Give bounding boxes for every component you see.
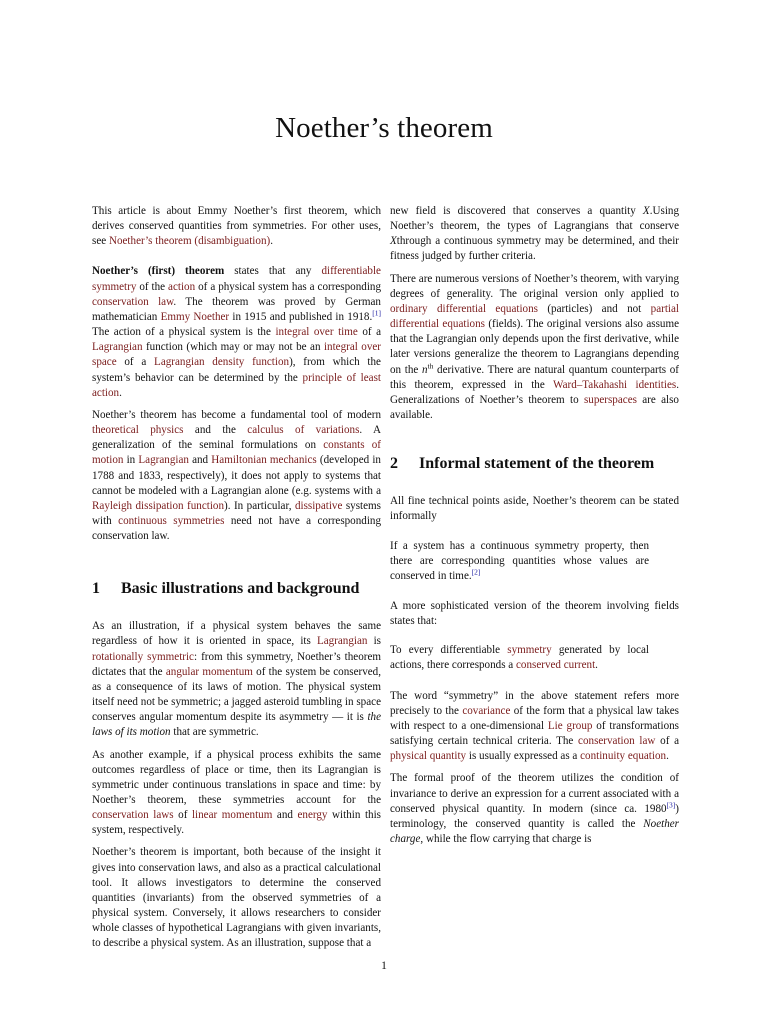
text-span: and bbox=[638, 235, 659, 248]
text-span: a bbox=[435, 235, 444, 248]
text-span: of the system be conserved, as a consequence of its laws of motion. The physical system itself need not be symmetric; a jagged asteroid tumbling in space conserves angular momentum despite its asymmetry — it is bbox=[92, 665, 381, 724]
text-span: are also available. bbox=[390, 393, 679, 422]
reference-link[interactable]: [3] bbox=[666, 800, 676, 809]
text-span: : from this symmetry, Noether’s theorem dictates that the bbox=[92, 650, 381, 678]
link-physical-quantity[interactable]: physical quantity bbox=[390, 750, 467, 763]
link-rayleigh-dissipation[interactable]: Rayleigh dissipation function bbox=[92, 499, 225, 512]
link-lagrangian[interactable]: Lagrangian bbox=[92, 341, 143, 354]
text-span: (fields). The original versions also assume that the Lagrangian only depends upon the first derivative, while later versions generalize the theorem to Lagrangians depending on the bbox=[390, 318, 679, 376]
text-span: within this system, respectively. bbox=[92, 809, 381, 837]
link-lie-group[interactable]: Lie group bbox=[547, 719, 593, 732]
text-span: in bbox=[123, 454, 139, 467]
text-span: and the bbox=[183, 424, 248, 437]
emphasis: the laws of its motion bbox=[92, 711, 381, 739]
text-span: function (which may or may not be an bbox=[142, 341, 324, 354]
link-dissipative[interactable]: dissipative bbox=[294, 499, 343, 512]
text-span: ), from which the system’s behavior can be determined by the bbox=[92, 356, 381, 384]
text-span: To every differentiable bbox=[390, 644, 508, 657]
section-1-paragraph-3 bbox=[92, 845, 381, 951]
text-span: Using bbox=[652, 205, 679, 217]
link-lagrangian-density[interactable]: Lagrangian density function bbox=[154, 356, 290, 369]
text-span: (particles) and not bbox=[537, 302, 651, 315]
text-span: . bbox=[649, 205, 653, 217]
text-span: continuous bbox=[444, 235, 497, 248]
blockquote-2 bbox=[390, 643, 649, 673]
link-emmy-noether[interactable]: Emmy Noether bbox=[160, 310, 230, 323]
text-span: A more sophisticated version of the theorem involving fields states that: bbox=[390, 599, 679, 628]
text-span: Lagrangians bbox=[554, 220, 616, 233]
text-span: (developed in 1788 and 1833, respectively), it does not apply to systems that cannot be modeled with a Lagrangian alone (e.g. systems with a bbox=[92, 454, 381, 497]
text-span: The word “symmetry” in the above statement refers more precisely to the bbox=[390, 689, 679, 717]
page-title: Noether’s theorem bbox=[275, 112, 493, 144]
text-span: of a physical system has a corresponding bbox=[195, 280, 381, 293]
reference-2[interactable] bbox=[472, 567, 481, 576]
text-span: generated by local actions, there corresponds a bbox=[390, 644, 649, 672]
link-continuous-symmetries[interactable]: continuous symmetries bbox=[118, 514, 225, 527]
text-span: . The theorem was proved by German mathematician bbox=[92, 295, 381, 323]
page-number: 1 bbox=[381, 960, 387, 972]
text-span: . bbox=[595, 659, 598, 672]
section-1-paragraph-2 bbox=[92, 748, 381, 839]
text-span: states that any bbox=[224, 265, 322, 278]
text-span: by bbox=[454, 250, 469, 263]
text-span: , while the flow carrying that charge is bbox=[420, 833, 592, 845]
section-1-paragraph-4 bbox=[390, 272, 679, 424]
link-calculus-of-variations[interactable]: calculus of variations bbox=[247, 424, 360, 437]
hatnote-end: . bbox=[270, 235, 273, 248]
text-span: types bbox=[507, 220, 538, 233]
text-span: If a system has a continuous symmetry property, then there are corresponding quantities whose values are conserved in time. bbox=[390, 539, 649, 582]
text-span: of the form that a physical law takes with respect to a one-dimensional bbox=[390, 704, 680, 732]
text-span: of bbox=[537, 220, 555, 233]
section-2-paragraph-4 bbox=[390, 771, 679, 847]
link-energy[interactable]: energy bbox=[297, 809, 328, 822]
superscript: th bbox=[427, 360, 434, 370]
text-span: and bbox=[272, 809, 298, 822]
text-span: that bbox=[512, 205, 537, 217]
text-span: quantity bbox=[599, 205, 643, 217]
text-span: new bbox=[390, 205, 416, 217]
hatnote bbox=[92, 204, 381, 249]
text-span: and bbox=[188, 454, 212, 467]
left-column bbox=[92, 204, 381, 959]
blockquote-1 bbox=[390, 539, 649, 584]
text-span: a bbox=[587, 205, 600, 217]
section-number: 2 bbox=[390, 455, 398, 473]
text-span: conserve bbox=[639, 220, 679, 233]
link-covariance[interactable]: covariance bbox=[462, 704, 511, 717]
link-lagrangian[interactable]: Lagrangian bbox=[316, 635, 368, 648]
link-integral-over-time[interactable]: integral over time bbox=[275, 326, 358, 339]
link-symmetry[interactable]: symmetry bbox=[507, 644, 552, 657]
link-constants-of-motion[interactable]: constants of motion bbox=[92, 439, 381, 467]
section-title: Informal statement of the theorem bbox=[419, 455, 655, 473]
section-1-heading bbox=[92, 578, 381, 600]
link-conserved-current[interactable]: conserved current bbox=[516, 659, 596, 672]
link-partial-differential-equations[interactable]: partial differential equations bbox=[390, 302, 679, 331]
text-span: As an illustration, if a physical system behaves the same regardless of how it is oriented in space, its bbox=[92, 620, 381, 648]
text-span: . A generalization of the seminal formulations on bbox=[92, 424, 381, 452]
text-span: symmetry bbox=[496, 235, 545, 248]
variable: X bbox=[390, 235, 397, 248]
text-span: conserves bbox=[536, 205, 588, 217]
text-span: further bbox=[468, 250, 502, 263]
link-hamiltonian-mechanics[interactable]: Hamiltonian mechanics bbox=[211, 454, 317, 467]
link-continuity-equation[interactable]: continuity equation bbox=[580, 750, 667, 763]
reference-link[interactable]: [2] bbox=[471, 567, 481, 577]
text-span: of bbox=[173, 809, 192, 822]
section-2-paragraph-1 bbox=[390, 494, 679, 524]
text-span: of a bbox=[357, 326, 382, 339]
link-integral-over-space[interactable]: integral over space bbox=[92, 341, 382, 369]
text-span: . bbox=[666, 750, 669, 763]
section-2-heading bbox=[390, 453, 679, 475]
link-disambiguation[interactable]: Noether’s theorem (disambiguation) bbox=[108, 235, 271, 248]
section-title: Basic illustrations and background bbox=[121, 580, 360, 598]
link-action[interactable]: action bbox=[168, 280, 196, 293]
link-differentiable-symmetry[interactable]: differentiable symmetry bbox=[92, 265, 381, 293]
link-conservation-laws[interactable]: conservation laws bbox=[92, 809, 174, 822]
text-span: ). In particular, bbox=[224, 499, 295, 512]
text-span: their bbox=[658, 235, 679, 248]
text-span: fitness bbox=[390, 250, 422, 263]
section-number: 1 bbox=[92, 580, 100, 598]
link-rotationally-symmetric[interactable]: rotationally symmetric bbox=[92, 650, 194, 663]
text-span: in 1915 and published in 1918. bbox=[229, 310, 373, 323]
text-span: criteria. bbox=[501, 250, 536, 263]
lead-bold-term: Noether’s (first) theorem bbox=[92, 265, 225, 278]
text-span: There are numerous versions of Noether’s theorem, with varying degrees of generality. The original version only applied to bbox=[390, 272, 679, 300]
text-span: The formal proof of the theorem utilizes the condition of invariance to derive an expression for a current associated with a conserved physical quantity. In modern (since ca. 1980 bbox=[390, 772, 679, 815]
text-span: of the bbox=[136, 280, 169, 293]
emphasis: Noether charge bbox=[390, 817, 679, 845]
text-span: of transformations satisfying certain technical criteria. The bbox=[390, 719, 679, 748]
text-span: . bbox=[119, 386, 122, 399]
text-span: through bbox=[396, 235, 436, 248]
lead-paragraph-1 bbox=[92, 264, 381, 400]
text-span: of a bbox=[116, 356, 155, 369]
text-span: systems with bbox=[92, 499, 381, 527]
text-span: is bbox=[443, 205, 458, 217]
link-linear-momentum[interactable]: linear momentum bbox=[191, 809, 273, 822]
text-span: ) terminology, the conserved quantity is called the bbox=[390, 802, 679, 830]
link-lagrangian-mechanics[interactable]: Lagrangian bbox=[138, 454, 189, 467]
text-span: determined, bbox=[582, 235, 639, 248]
text-span: of a bbox=[655, 735, 680, 748]
right-column bbox=[390, 204, 679, 854]
section-1-paragraph-1 bbox=[92, 619, 381, 740]
link-angular-momentum[interactable]: angular momentum bbox=[165, 665, 253, 678]
link-conservation-law[interactable]: conservation law bbox=[578, 735, 656, 748]
text-span: is usually expressed as a bbox=[466, 750, 581, 763]
section-1-paragraph-3-continued bbox=[390, 204, 679, 265]
text-span: Noether’s theorem has become a fundamental tool of modern bbox=[92, 408, 381, 421]
lead-paragraph-2 bbox=[92, 408, 381, 544]
text-span: discovered bbox=[457, 205, 513, 217]
link-theoretical-physics[interactable]: theoretical physics bbox=[92, 424, 184, 437]
reference-3[interactable] bbox=[667, 800, 676, 809]
link-conservation-law[interactable]: conservation law bbox=[92, 295, 174, 308]
link-principle-of-least-action[interactable]: principle of least action bbox=[92, 371, 381, 399]
section-2-paragraph-2 bbox=[390, 599, 679, 629]
hatnote-text: This article is about Emmy Noether’s first theorem, which derives conserved quantities from symmetries. For other uses, see bbox=[92, 205, 381, 248]
section-2-paragraph-3 bbox=[390, 689, 679, 765]
variable: X bbox=[642, 205, 650, 217]
text-span: theorem, bbox=[440, 220, 487, 233]
text-span: As another example, if a physical process exhibits the same outcomes regardless of place or time, then its Lagrangian is symmetric under continuous translations in space and time: by Noether’s theorem, these symmetries account for the bbox=[92, 748, 381, 806]
text-span: is bbox=[367, 635, 381, 648]
reference-link[interactable]: [1] bbox=[372, 308, 381, 318]
text-span: All fine technical points aside, Noether’s theorem can be stated informally bbox=[390, 495, 679, 523]
text-span: Noether’s bbox=[390, 220, 441, 233]
text-span: need not have a corresponding conservation law. bbox=[92, 514, 381, 543]
text-span: that are symmetric. bbox=[170, 726, 259, 739]
text-span: be bbox=[567, 235, 583, 248]
text-span: that bbox=[615, 220, 640, 233]
text-span: judged bbox=[421, 250, 455, 263]
text-span: derivative. There are natural quantum counterparts of this theorem, expressed in the bbox=[390, 363, 679, 391]
link-superspaces[interactable]: superspaces bbox=[583, 393, 637, 406]
variable: n bbox=[421, 363, 428, 376]
text-span: The action of a physical system is the bbox=[92, 326, 276, 339]
text-span: Noether’s theorem is important, both because of the insight it gives into conservation laws, and also as a practical calculational tool. It allows investigators to determine the conserved quantities (invariants) from the observed symmetries of a physical system. Conversely, it allows researchers to consider whole classes of hypothetical Lagrangians with given invariants, to describe a physical system. As an illustration, suppose that a bbox=[92, 846, 381, 950]
text-span: may bbox=[544, 235, 568, 248]
text-span: field bbox=[415, 205, 444, 217]
text-span: the bbox=[486, 220, 508, 233]
link-ordinary-differential-equations[interactable]: ordinary differential equations bbox=[390, 302, 538, 315]
reference-1[interactable] bbox=[372, 308, 381, 317]
text-span: . Generalizations of Noether’s theorem to bbox=[390, 378, 679, 406]
link-ward-takahashi[interactable]: Ward–Takahashi identities bbox=[553, 378, 677, 391]
